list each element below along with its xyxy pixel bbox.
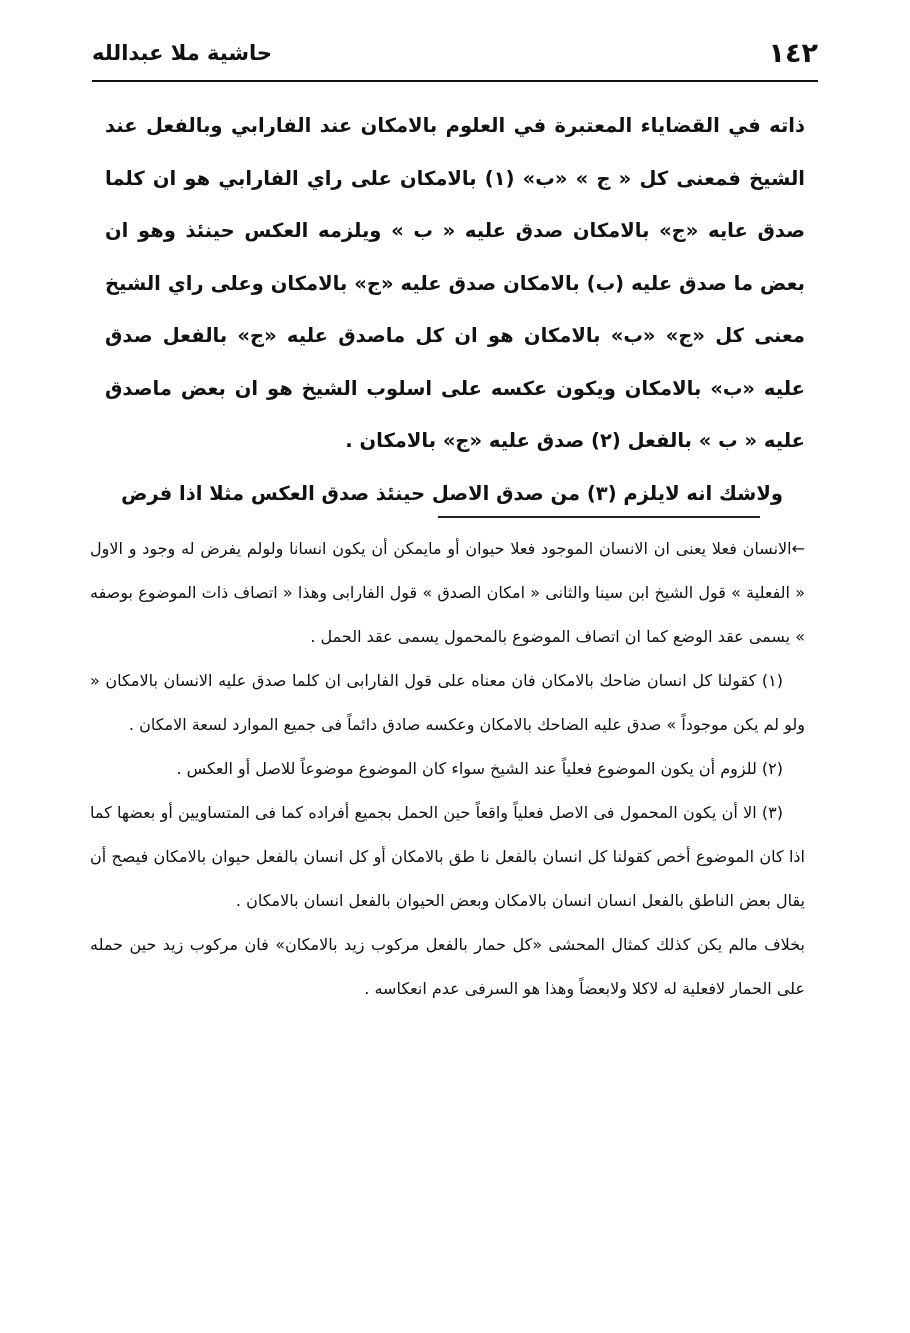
main-paragraph-1: ذاته في القضاياء المعتبرة في العلوم بالامكان عند الفارابي وبالفعل عند الشيخ فمعنى كل « ج » «ب» (١) بالامكان على راي الفارابي هو ان كلما صدق عايه «ج» بالامكان صدق عليه « ب » ويلزمه العكس حينئذ وهو ان بعض ما صدق عليه (ب) بالامكان صدق عليه «ج» بالامكان وعلى راي الشيخ معنى كل «ج» «ب» بالامكان هو ان كل ماصدق عليه «ج» بالفعل صدق عليه «ب» بالامكان ويكون عكسه على اسلوب الشيخ هو ان بعض ماصدق عليه « ب » بالفعل (٢) صدق عليه «ج» بالامكان . [105, 114, 805, 452]
footnote-continuation: ←الانسان فعلا يعنى ان الانسان الموجود فعلا حيوان أو مايمكن أن يكون انسانا ولولم يفرض له وجود و الاول « الفعلية » قول الشيخ ابن سينا والثانى « امكان الصدق » قول الفارابى وهذا « اتصاف ذات الموضوع بوصفه » يسمى عقد الوضع كما ان اتصاف الموضوع بالمحمول يسمى عقد الحمل . [90, 539, 805, 646]
footnote-3: (٣) الا أن يكون المحمول فى الاصل فعلياً واقعاً حين الحمل بجميع أفراده كما فى المتساويين أو بعضها كما اذا كان الموضوع أخص كقولنا كل انسان بالفعل نا طق بالامكان أو كل انسان بالفعل حيوان بالامكان فيصح أن يقال بعض الناطق بالفعل انسان انسان بالامكان وبعض الحيوان بالفعل انسان بالامكان . [90, 803, 805, 910]
footnote-4: بخلاف مالم يكن كذلك كمثال المحشى «كل حمار بالفعل مركوب زيد بالامكان» فان مركوب زيد حين حمله على الحمار لافعلية له لاكلا ولابعضاً وهذا هو السرفى عدم انعكاسه . [90, 935, 805, 998]
footnote-2: (٢) للزوم أن يكون الموضوع فعلياً عند الشيخ سواء كان الموضوع موضوعاً للاصل أو العكس . [176, 759, 783, 778]
main-paragraph-2: ولاشك انه لايلزم (٣) من صدق الاصل حينئذ صدق العكس مثلا اذا فرض [121, 481, 783, 505]
footnotes [90, 527, 805, 1011]
footnote-divider [438, 516, 760, 518]
main-text [105, 100, 805, 520]
running-title: حاشية ملا عبدالله [92, 41, 272, 65]
page-number: ١٤٢ [768, 37, 818, 69]
header-divider [92, 80, 818, 82]
footnote-1: (١) كقولنا كل انسان ضاحك بالامكان فان معناه على قول الفارابى ان كلما صدق عليه الانسان بالامكان « ولو لم يكن موجوداً » صدق عليه الضاحك بالامكان وعكسه صادق دائماً فى جميع الموارد لسعة الامكان . [90, 671, 805, 734]
page-header [92, 28, 818, 78]
